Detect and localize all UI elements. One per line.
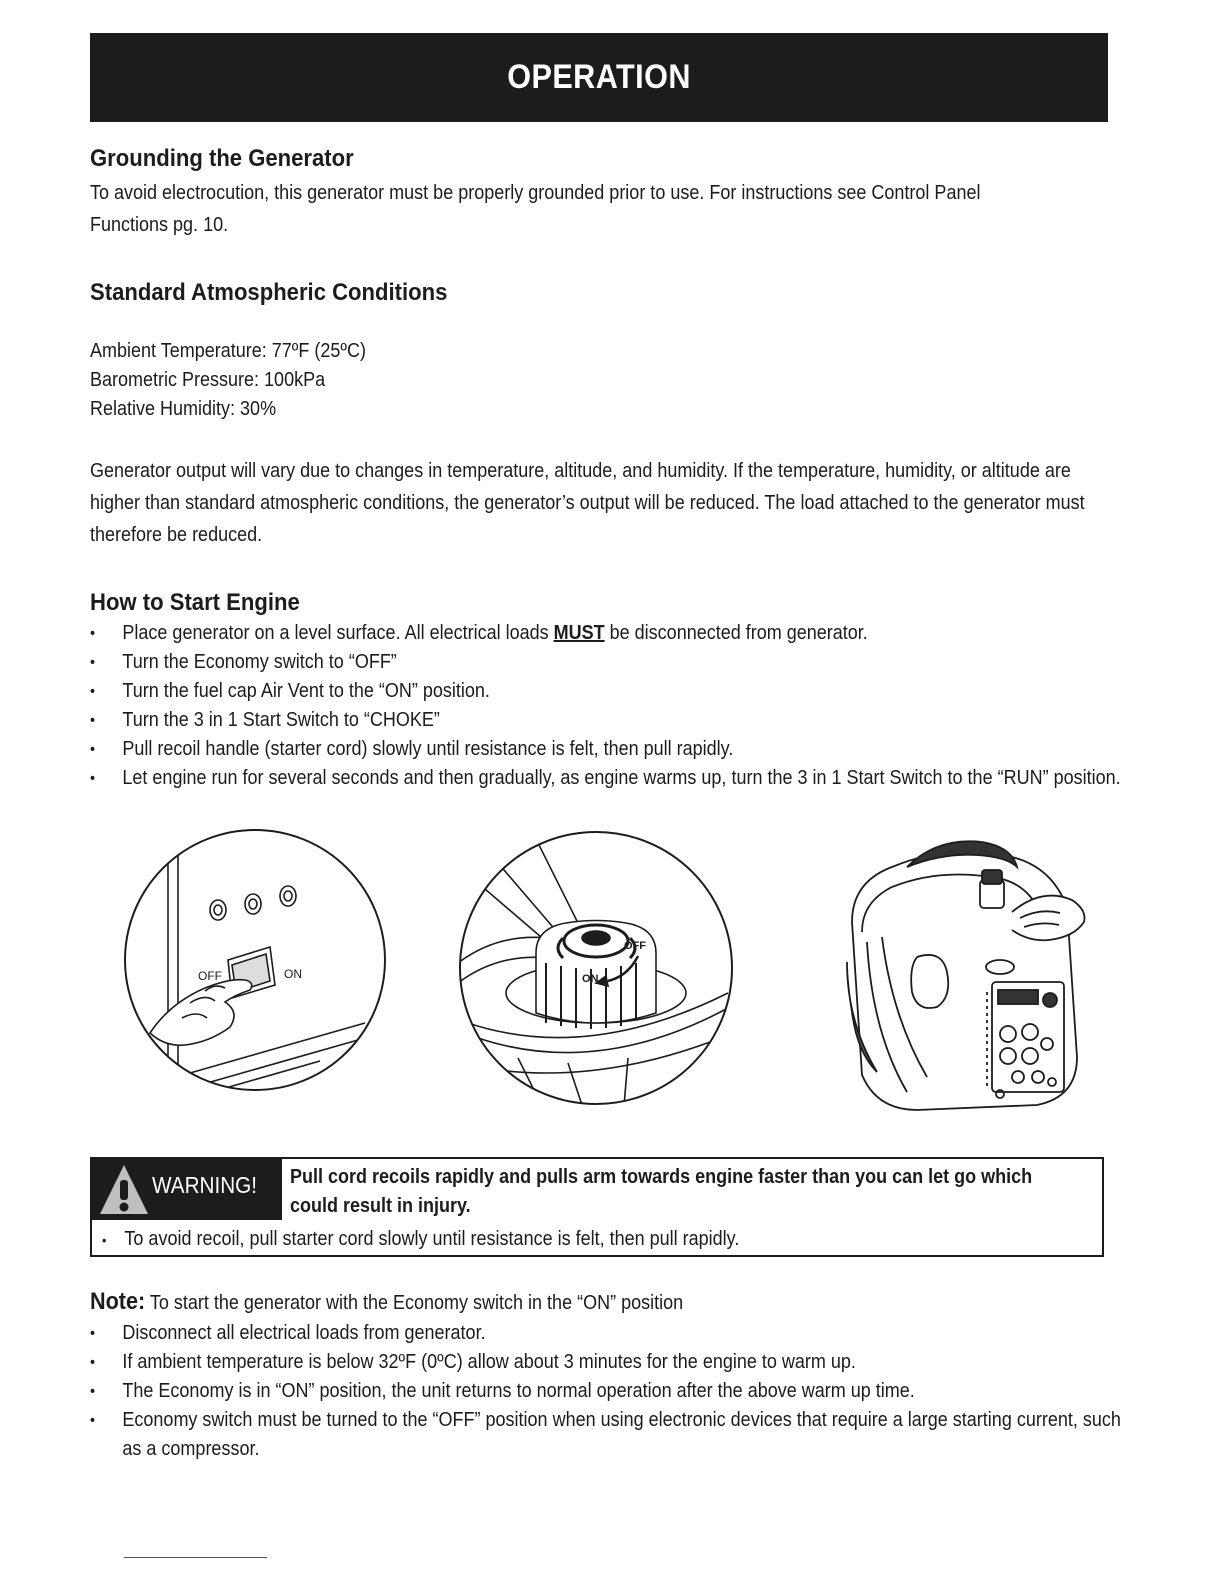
list-item: • Let engine run for several seconds and then gradually, as engine warms up, turn the 3 in 1 Start Switch to the “RUN” position. — [90, 764, 1126, 793]
note-label: Note: — [90, 1288, 146, 1315]
atmospheric-text: Generator output will vary due to changes in temperature, altitude, and humidity. If the temperature, humidity, or altitude are higher than standard atmospheric conditions, the generator’s output will be reduced. The load attached to the generator must therefore be reduced. — [90, 460, 1085, 546]
condition-pressure: Barometric Pressure: 100kPa — [90, 369, 326, 391]
list-item: • Place generator on a level surface. All electrical loads MUST be disconnected from generator. — [90, 619, 1126, 648]
list-item: • Pull recoil handle (starter cord) slowly until resistance is felt, then pull rapidly. — [90, 735, 1126, 764]
note-intro: Note: To start the generator with the Economy switch in the “ON” position — [90, 1288, 684, 1315]
cap-off-label: OFF — [624, 940, 646, 952]
note-list — [90, 1319, 1225, 1464]
switch-off-label: OFF — [198, 969, 222, 983]
list-item: • The Economy is in “ON” position, the unit returns to normal operation after the above warm up time. — [90, 1377, 1126, 1406]
warning-box — [90, 1157, 1104, 1257]
list-item: • Disconnect all electrical loads from generator. — [90, 1319, 1126, 1348]
atmospheric-heading: Standard Atmospheric Conditions — [90, 279, 448, 306]
start-steps-list — [90, 619, 1225, 793]
header-bar — [90, 33, 1108, 122]
list-item: • Turn the Economy switch to “OFF” — [90, 648, 1126, 677]
list-item: • Turn the fuel cap Air Vent to the “ON” position. — [90, 677, 1126, 706]
warning-label: WARNING! — [152, 1172, 258, 1198]
page-title: OPERATION — [507, 58, 691, 96]
warning-bullet: • To avoid recoil, pull starter cord slowly until resistance is felt, then pull rapidly. — [102, 1228, 740, 1250]
generator-illustration — [832, 832, 1092, 1114]
warning-badge — [92, 1159, 282, 1220]
grounding-text: To avoid electrocution, this generator must be properly grounded prior to use. For instructions see Control Panel Functions pg. 10. — [90, 182, 981, 236]
start-engine-heading: How to Start Engine — [90, 589, 300, 616]
must-emphasis: MUST — [553, 622, 605, 644]
switch-on-label: ON — [284, 967, 302, 981]
condition-temperature: Ambient Temperature: 77ºF (25ºC) — [90, 340, 366, 362]
grounding-heading: Grounding the Generator — [90, 145, 354, 172]
warning-text: Pull cord recoils rapidly and pulls arm towards engine faster than you can let go which could result in injury. — [290, 1166, 1033, 1217]
warning-triangle-icon — [98, 1162, 150, 1217]
cap-on-label: ON — [582, 973, 599, 985]
footer-rule — [124, 1557, 267, 1558]
economy-switch-illustration — [120, 823, 390, 1098]
condition-humidity: Relative Humidity: 30% — [90, 398, 277, 420]
list-item: • Economy switch must be turned to the “OFF” position when using electronic devices that require a large starting current, such as a compressor. — [90, 1406, 1126, 1464]
list-item: • If ambient temperature is below 32ºF (0ºC) allow about 3 minutes for the engine to warm up. — [90, 1348, 1126, 1377]
list-item: • Turn the 3 in 1 Start Switch to “CHOKE” — [90, 706, 1126, 735]
fuel-cap-illustration — [458, 823, 733, 1113]
